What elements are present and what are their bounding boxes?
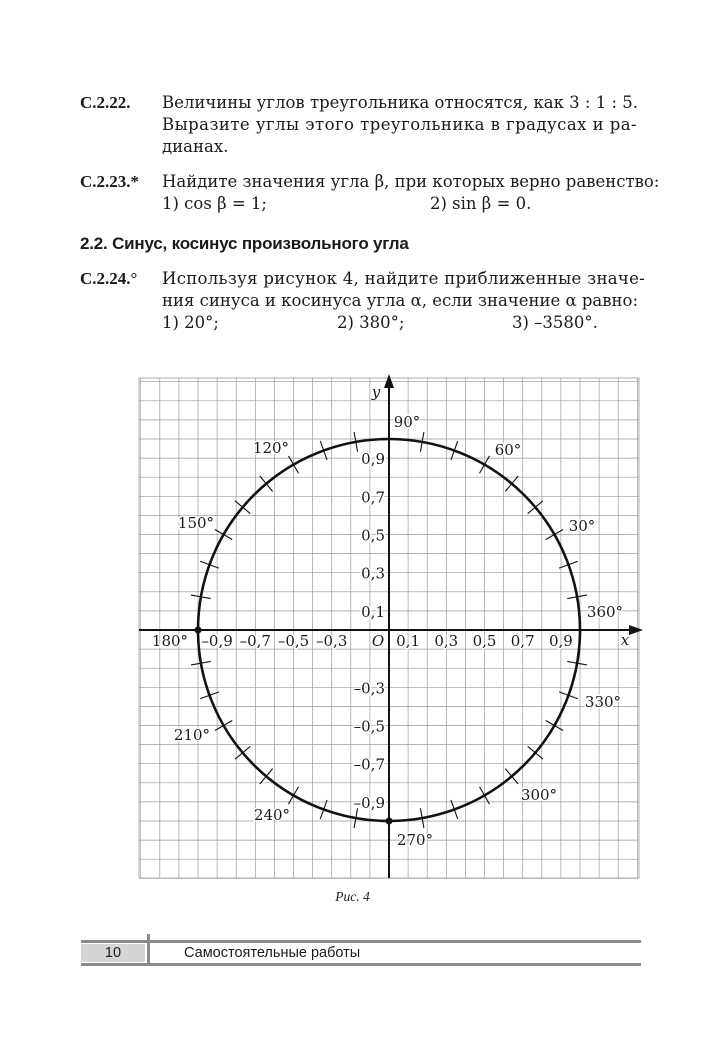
footer-rule-bottom [81, 963, 641, 966]
x-tick-label: 0,9 [548, 632, 573, 650]
y-axis-label: y [371, 383, 381, 401]
angle-label: 60° [494, 441, 522, 459]
x-tick-label: 0,5 [472, 632, 497, 650]
y-tick-label: 0,3 [361, 564, 385, 583]
problem-line: Величины углов треугольника относятся, как 3 : 1 : 5. [162, 93, 639, 112]
y-tick-label: 0,7 [361, 488, 385, 507]
axes [139, 374, 643, 878]
angle-label: 240° [253, 806, 291, 824]
footer-rule-top [81, 940, 641, 943]
page-number: 10 [104, 945, 122, 961]
angle-label: 90° [393, 413, 421, 431]
angle-label: 270° [396, 831, 434, 849]
problem-number: С.2.23.* [80, 172, 140, 191]
angle-label: 330° [584, 693, 622, 711]
y-tick-label: –0,7 [353, 755, 385, 774]
x-tick-label: –0,3 [316, 632, 348, 650]
option: 3) –3580°. [512, 313, 598, 332]
problem-line: ния синуса и косинуса угла α, если значение α равно: [162, 291, 639, 310]
y-tick-label: 0,1 [361, 602, 385, 621]
problem-line: дианах. [162, 137, 229, 156]
problem-number: С.2.24.° [80, 269, 138, 288]
angle-label: 300° [520, 786, 558, 804]
y-tick-label: 0,9 [361, 450, 385, 469]
angle-label: 120° [252, 439, 290, 457]
y-tick-label: –0,3 [353, 679, 385, 698]
x-tick-label: 0,3 [434, 632, 459, 650]
option: 2) sin β = 0. [430, 194, 532, 213]
figure-caption: Рис. 4 [335, 889, 370, 904]
x-tick-label: 0,7 [510, 632, 535, 650]
x-tick-label: –0,9 [201, 632, 233, 650]
angle-label: 210° [173, 726, 211, 744]
footer-title: Самостоятельные работы [184, 945, 361, 961]
y-tick-label: –0,9 [353, 793, 385, 812]
option: 1) cos β = 1; [162, 194, 267, 213]
x-axis-label: x [620, 631, 630, 649]
angle-label: 360° [586, 603, 624, 621]
problem-line: Найдите значения угла β, при которых верно равенство: [162, 172, 660, 191]
option: 2) 380°; [337, 313, 405, 332]
footer-separator [147, 934, 150, 966]
problem-line: Используя рисунок 4, найдите приближенные значе- [162, 269, 646, 288]
x-tick-label: –0,5 [277, 632, 310, 650]
y-axis-arrow [384, 374, 394, 388]
angle-label: 180° [151, 632, 189, 650]
y-tick-label: 0,5 [361, 526, 385, 545]
angle-label: 30° [568, 517, 596, 535]
x-tick-label: –0,7 [239, 632, 271, 650]
problem-line: Выразите углы этого треугольника в градусах и ра- [162, 115, 638, 134]
origin-label: O [371, 632, 385, 650]
page-footer [81, 934, 641, 968]
point-270 [386, 818, 393, 825]
axis-labels [152, 383, 630, 849]
x-tick-label: 0,1 [396, 632, 421, 650]
angle-label: 150° [177, 514, 215, 532]
y-tick-label: –0,5 [353, 717, 385, 736]
problem-number: С.2.22. [80, 93, 131, 112]
x-axis-arrow [629, 625, 643, 635]
option: 1) 20°; [162, 313, 219, 332]
section-title: 2.2. Синус, косинус произвольного угла [80, 234, 409, 253]
